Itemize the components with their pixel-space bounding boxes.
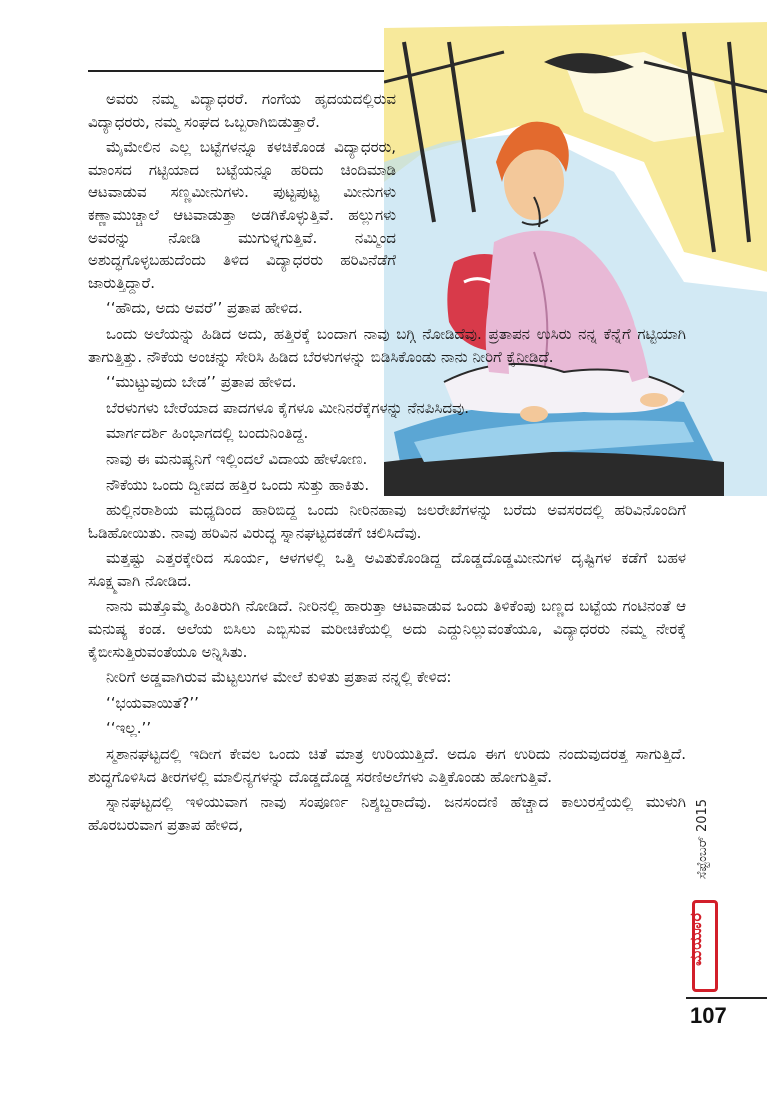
issue-date: ಸೆಪ್ಟೆಂಬರ್ 2015 — [695, 798, 710, 880]
paragraph: ‘‘ಇಲ್ಲ.’’ — [106, 719, 152, 738]
paragraph: ಬೆರಳುಗಳು ಬೇರೆಯಾದ ಪಾದಗಳೂ ಕೈಗಳೂ ಮೀನಿನರೆಕ್ಕೆಗಳನ್ನು ನೆನಪಿಸಿದವು. — [106, 398, 470, 417]
top-rule — [88, 70, 388, 72]
page-number-rule — [686, 997, 767, 999]
paragraph: ಮಾರ್ಗದರ್ಶಿ ಹಿಂಭಾಗದಲ್ಲಿ ಬಂದುನಿಂತಿದ್ದ. — [106, 424, 309, 443]
paragraph: ನೌಕೆಯು ಒಂದು ದ್ವೀಪದ ಹತ್ತಿರ ಒಂದು ಸುತ್ತು ಹಾಕಿತು. — [106, 475, 370, 494]
page-number: 107 — [690, 1003, 727, 1028]
paragraph: ‘‘ಮುಟ್ಟುವುದು ಬೇಡ’’ ಪ್ರತಾಪ ಹೇಳಿದ. — [106, 373, 297, 392]
paragraph: ಹುಲ್ಲಿನರಾಶಿಯ ಮಧ್ಯದಿಂದ ಹಾರಿಬಿದ್ದ ಒಂದು ನೀರಿನಹಾವು ಜಲರೇಖೆಗಳನ್ನು ಬರೆದು ಅವಸರದಲ್ಲಿ ಹರಿವಿನೊಂದಿಗೆ ಓಡಿಹೋಯಿತು. ನಾವು ಹರಿವಿನ ವಿರುದ್ಧ ಸ್ನಾನಘಟ್ಟದಕಡೆಗೆ ಚಲಿಸಿದೆವು. — [88, 501, 686, 542]
paragraph: ನೀರಿಗೆ ಅಡ್ಡವಾಗಿರುವ ಮೆಟ್ಟಲುಗಳ ಮೇಲೆ ಕುಳಿತು ಪ್ರತಾಪ ನನ್ನಲ್ಲಿ ಕೇಳಿದ: — [106, 668, 452, 687]
paragraph: ಸ್ನಾನಘಟ್ಟದಲ್ಲಿ ಇಳಿಯುವಾಗ ನಾವು ಸಂಪೂರ್ಣ ನಿಶ್ಶಬ್ದರಾದೆವು. ಜನಸಂದಣಿ ಹೆಚ್ಚಾದ ಕಾಲುರಸ್ತೆಯಲ್ಲಿ ಮುಳುಗಿ ಹೊರಬರುವಾಗ ಪ್ರತಾಪ ಹೇಳಿದ, — [88, 793, 686, 834]
magazine-sidebar — [684, 790, 724, 995]
paragraph: ಮೈಮೇಲಿನ ಎಲ್ಲ ಬಟ್ಟೆಗಳನ್ನೂ ಕಳಚಿಕೊಂಡ ವಿದ್ಯಾಧರರು, ಮಾಂಸದ ಗಟ್ಟಿಯಾದ ಬಟ್ಟೆಯನ್ನೂ ಹರಿದು ಚಿಂದಿಮಾಡಿ ಆಟವಾಡುವ ಸಣ್ಣಮೀನುಗಳು. ಪುಟ್ಟಪುಟ್ಟ ಮೀನುಗಳು ಕಣ್ಣಾಮುಚ್ಚಾಲೆ ಆಟವಾಡುತ್ತಾ ಅಡಗಿಕೊಳ್ಳುತ್ತಿವೆ. ಹಲ್ಲುಗಳು ಅವರನ್ನು ನೋಡಿ ಮುಗುಳ್ನಗುತ್ತಿವೆ. ನಮ್ಮಿಂದ ಅಶುದ್ಧಗೊಳ್ಳಬಹುದೆಂದು ತಿಳಿದ ವಿದ್ಯಾಧರರು ಹರಿವಿನೆಡೆಗೆ ಜಾರುತ್ತಿದ್ದಾರೆ. — [88, 138, 396, 292]
paragraph: ‘‘ಭಯವಾಯಿತೆ?’’ — [106, 693, 199, 712]
article-body — [88, 88, 686, 839]
paragraph: ಮತ್ತಷ್ಟು ಎತ್ತರಕ್ಕೇರಿದ ಸೂರ್ಯ, ಆಳಗಳಲ್ಲಿ ಒತ್ತಿ ಅವಿತುಕೊಂಡಿದ್ದ ದೊಡ್ಡದೊಡ್ಡಮೀನುಗಳ ದೃಷ್ಟಿಗಳ ಕಡೆಗೆ ಬಹಳ ಸೂಕ್ಷ್ಮವಾಗಿ ನೋಡಿದ. — [88, 549, 686, 590]
paragraph: ಸ್ಮಶಾನಘಟ್ಟದಲ್ಲಿ ಇದೀಗ ಕೇವಲ ಒಂದು ಚಿತೆ ಮಾತ್ರ ಉರಿಯುತ್ತಿದೆ. ಅದೂ ಈಗ ಉರಿದು ನಂದುವುದರತ್ತ ಸಾಗುತ್ತಿದೆ. ಶುದ್ಧಗೊಳಿಸಿದ ತೀರಗಳಲ್ಲಿ ಮಾಲಿನ್ಯಗಳನ್ನು ದೊಡ್ಡದೊಡ್ಡ ಸರಣಿಅಲೆಗಳು ಎತ್ತಿಕೊಂಡು ಹೋಗುತ್ತಿವೆ. — [88, 745, 686, 786]
paragraph: ನಾವು ಈ ಮನುಷ್ಯನಿಗೆ ಇಲ್ಲಿಂದಲೆ ವಿದಾಯ ಹೇಳೋಣ. — [106, 449, 368, 468]
magazine-logo: ಮಯೂರ — [686, 911, 705, 967]
paragraph: ಅವರು ನಮ್ಮ ವಿದ್ಯಾಧರರೆ. ಗಂಗೆಯ ಹೃದಯದಲ್ಲಿರುವ ವಿದ್ಯಾಧರರು, ನಮ್ಮ ಸಂಘದ ಒಬ್ಬರಾಗಿಬಿಡುತ್ತಾರೆ. — [88, 90, 396, 131]
paragraph: ನಾನು ಮತ್ತೊಮ್ಮೆ ಹಿಂತಿರುಗಿ ನೋಡಿದೆ. ನೀರಿನಲ್ಲಿ ಹಾರುತ್ತಾ ಆಟವಾಡುವ ಒಂದು ತಿಳಿಕೆಂಪು ಬಣ್ಣದ ಬಟ್ಟೆಯ ಗಂಟಿನಂತೆ ಆ ಮನುಷ್ಯ ಕಂಡ. ಅಲೆಯ ಬಿಸಿಲು ಎಬ್ಬಿಸುವ ಮರೀಚಿಕೆಯಲ್ಲಿ ಅದು ಎದ್ದುನಿಲ್ಲುವಂತೆಯೂ, ವಿದ್ಯಾಧರರು ನಮ್ಮ ನೇರಕ್ಕೆ ಕೈಬೀಸುತ್ತಿರುವಂತೆಯೂ ಅನ್ನಿಸಿತು. — [88, 597, 686, 661]
paragraph: ‘‘ಹೌದು, ಅದು ಅವರೆ’’ ಪ್ರತಾಪ ಹೇಳಿದ. — [106, 299, 303, 318]
paragraph: ಒಂದು ಅಲೆಯನ್ನು ಹಿಡಿದ ಅದು, ಹತ್ತಿರಕ್ಕೆ ಬಂದಾಗ ನಾವು ಬಗ್ಗಿ ನೋಡಿದೆವು. ಪ್ರತಾಪನ ಉಸಿರು ನನ್ನ ಕೆನ್ನೆಗೆ ಗಟ್ಟಿಯಾಗಿ ತಾಗುತ್ತಿತ್ತು. ನೌಕೆಯ ಅಂಚನ್ನು ಸೇರಿಸಿ ಹಿಡಿದ ಬೆರಳುಗಳನ್ನು ಬಿಡಿಸಿಕೊಂಡು ನಾನು ನೀರಿಗೆ ಕೈನೀಡಿದೆ. — [88, 324, 686, 366]
